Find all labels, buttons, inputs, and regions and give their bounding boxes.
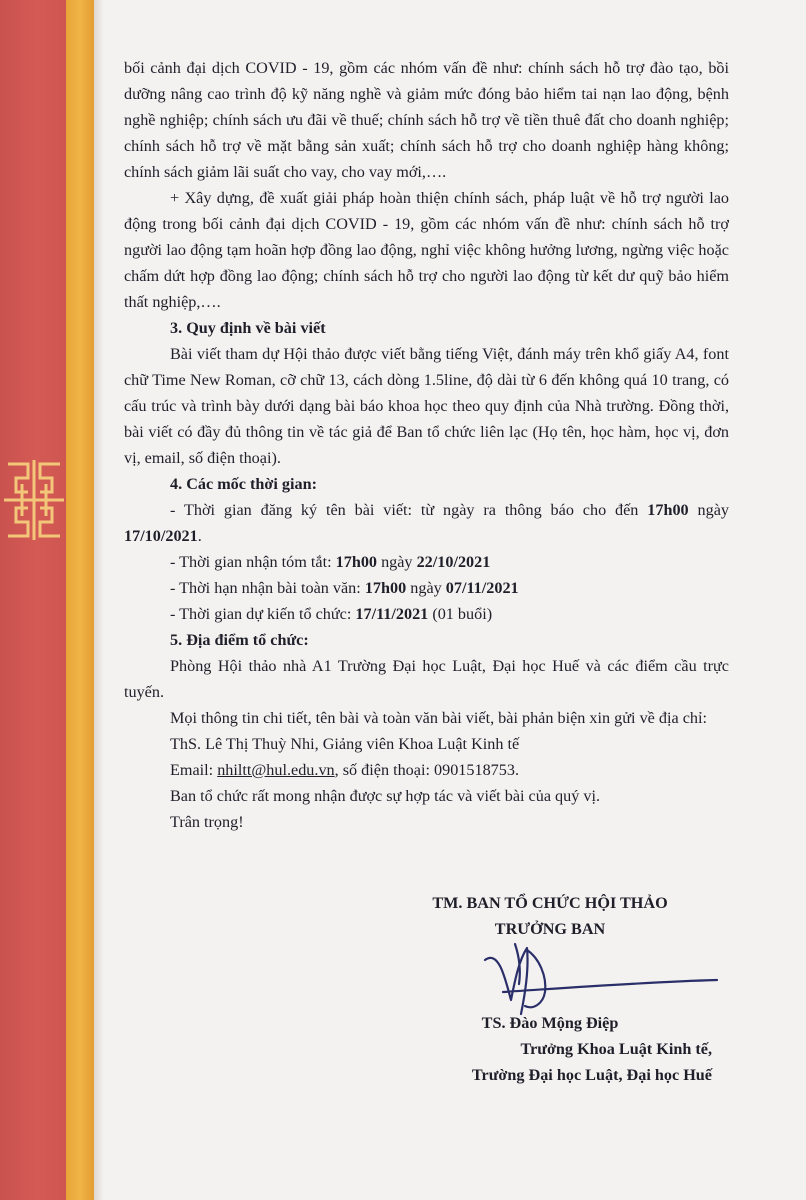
timeline-time: 17h00 bbox=[364, 579, 407, 597]
phone-text: , số điện thoại: 0901518753. bbox=[334, 761, 519, 779]
document-body bbox=[124, 55, 729, 835]
timeline-text: ngày bbox=[688, 501, 729, 519]
timeline-event bbox=[124, 601, 729, 627]
timeline-text: ngày bbox=[406, 579, 446, 597]
timeline-date: 07/11/2021 bbox=[445, 579, 519, 597]
timeline-text: . bbox=[197, 527, 202, 545]
heading-venue: 5. Địa điểm tổ chức: bbox=[170, 631, 309, 649]
contact-name: ThS. Lê Thị Thuỳ Nhi, Giảng viên Khoa Luật Kinh tế bbox=[170, 735, 520, 753]
timeline-text: - Thời gian dự kiến tổ chức: bbox=[170, 605, 356, 623]
timeline-date: 17/11/2021 bbox=[355, 605, 429, 623]
signature-name: TS. Đào Mộng Điệp bbox=[481, 1014, 619, 1032]
left-gold-band bbox=[66, 0, 94, 1200]
decorative-fret-motif-icon bbox=[2, 458, 66, 542]
signature-title-2: Trường Đại học Luật, Đại học Huế bbox=[471, 1066, 712, 1084]
timeline-text: ngày bbox=[377, 553, 417, 571]
timeline-text: (01 buổi) bbox=[428, 605, 493, 623]
timeline-date: 17/10/2021 bbox=[124, 527, 198, 545]
timeline-time: 17h00 bbox=[335, 553, 378, 571]
paragraph-venue: Phòng Hội thảo nhà A1 Trường Đại học Luật, Đại học Huế và các điểm cầu trực tuyến. bbox=[124, 657, 729, 701]
timeline-abstract bbox=[124, 549, 729, 575]
email-label: Email: bbox=[170, 761, 218, 779]
timeline-text: - Thời hạn nhận bài toàn văn: bbox=[170, 579, 365, 597]
timeline-text: - Thời gian nhận tóm tắt: bbox=[170, 553, 336, 571]
timeline-registration bbox=[124, 497, 729, 549]
signature-title-1: Trưởng Khoa Luật Kinh tế, bbox=[520, 1040, 712, 1058]
timeline-date: 22/10/2021 bbox=[416, 553, 491, 571]
contact-email-line bbox=[124, 757, 729, 783]
signature-role: TRƯỞNG BAN bbox=[494, 920, 606, 938]
paragraph-worker-support: + Xây dựng, đề xuất giải pháp hoàn thiện chính sách, pháp luật về hỗ trợ người lao động trong bối cảnh đại dịch COVID - 19, gồm các nhóm vấn đề như: chính sách hỗ trợ người lao động tạm hoãn hợp đồng lao động, nghỉ việc không hưởng lương, ngừng việc hoặc chấm dứt hợp đồng lao động; chính sách hỗ trợ cho người lao động từ kết dư quỹ bảo hiểm thất nghiệp,…. bbox=[124, 189, 729, 311]
signature-org: TM. BAN TỔ CHỨC HỘI THẢO bbox=[432, 894, 668, 912]
paragraph-business-support: bối cảnh đại dịch COVID - 19, gồm các nhóm vấn đề như: chính sách hỗ trợ đào tạo, bồi dưỡng nâng cao trình độ kỹ năng nghề và giảm mức đóng bảo hiểm tai nạn lao động, bệnh nghề nghiệp; chính sách ưu đãi về thuế; chính sách hỗ trợ về tiền thuê đất cho doanh nghiệp; chính sách hỗ trợ về mặt bằng sản xuất; chính sách hỗ trợ cho doanh nghiệp hàng không; chính sách giảm lãi suất cho vay, cho vay mới,…. bbox=[124, 59, 729, 181]
timeline-fulltext bbox=[124, 575, 729, 601]
heading-timeline: 4. Các mốc thời gian: bbox=[170, 475, 317, 493]
timeline-time: 17h00 bbox=[647, 501, 689, 519]
paragraph-regards: Trân trọng! bbox=[170, 813, 244, 831]
left-red-band bbox=[0, 0, 66, 1200]
paragraph-closing: Ban tổ chức rất mong nhận được sự hợp tác và viết bài của quý vị. bbox=[170, 787, 601, 805]
paragraph-submission: Mọi thông tin chi tiết, tên bài và toàn văn bài viết, bài phản biện xin gửi về địa chỉ: bbox=[170, 709, 707, 727]
paragraph-article-rules: Bài viết tham dự Hội thảo được viết bằng tiếng Việt, đánh máy trên khổ giấy A4, font chữ Time New Roman, cỡ chữ 13, cách dòng 1.5line, độ dài từ 6 đến không quá 10 trang, có cấu trúc và trình bày dưới dạng bài báo khoa học theo quy định của Nhà trường. Đồng thời, bài viết có đầy đủ thông tin về tác giả để Ban tổ chức liên lạc (Họ tên, học hàm, học vị, đơn vị, email, số điện thoại). bbox=[124, 345, 729, 467]
email-link[interactable]: nhiltt@hul.edu.vn bbox=[217, 761, 335, 779]
handwritten-signature bbox=[455, 930, 735, 1030]
heading-article-rules: 3. Quy định về bài viết bbox=[170, 319, 326, 337]
page-edge-shadow bbox=[94, 0, 104, 1200]
timeline-text: - Thời gian đăng ký tên bài viết: từ ngày ra thông báo cho đến bbox=[170, 501, 648, 519]
